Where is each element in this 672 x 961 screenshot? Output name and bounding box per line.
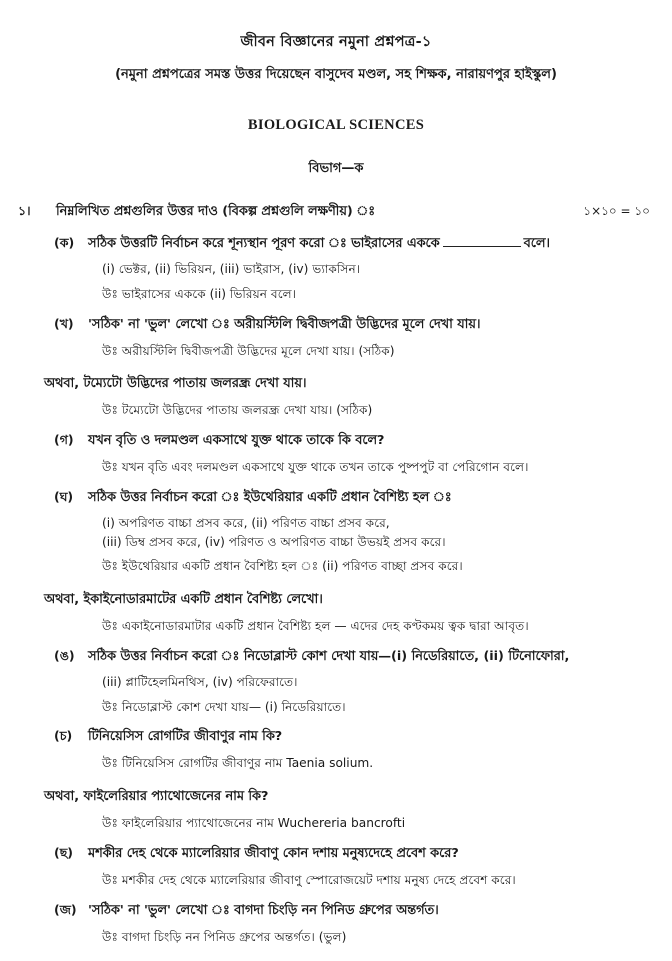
question-answer: উঃ যখন বৃতি এবং দলমণ্ডল একসাথে যুক্ত থাকে তখন তাকে পুষ্পপুট বা পেরিগোন বলে।	[102, 459, 529, 474]
document-subtitle: (নমুনা প্রশ্নপত্রের সমস্ত উত্তর দিয়েছেন বাসুদেব মণ্ডল, সহ শিক্ষক, নারায়ণপুর হাইস্কুল)	[115, 67, 557, 83]
question-text-pre: 'সঠিক' না 'ভুল' লেখো ঃ বাগদা চিংড়ি নন পিনিড গ্রুপের অন্তর্গত।	[88, 902, 439, 918]
fill-in-blank	[443, 235, 521, 247]
question-options	[0, 673, 672, 692]
question-item	[0, 648, 672, 717]
question-marks: ১×১০ = ১০	[583, 204, 650, 219]
question-text-pre: টিনিয়েসিস রোগটির জীবাণুর নাম কি?	[88, 729, 283, 745]
option-line: (iii) প্লাটিহেলমিনথিস, (iv) পরিফেরাতে।	[102, 674, 298, 689]
question-text-pre: 'সঠিক' না 'ভুল' লেখো ঃ অরীয়স্টিলি দ্বিবীজপত্রী উদ্ভিদের মূলে দেখা যায়।	[88, 316, 481, 332]
question-label: (ছ)	[54, 844, 74, 860]
option-line: (iii) ডিম্ব প্রসব করে, (iv) পরিণত ও অপরিণত বাচ্চা উভয়ই প্রসব করে।	[102, 534, 446, 549]
question-text	[88, 489, 648, 506]
question-label: (চ)	[54, 728, 73, 744]
option-line: (i) ভেক্টর, (ii) ভিরিয়ন, (iii) ভাইরাস, (iv) ভ্যাকসিন।	[102, 262, 361, 277]
question-row	[0, 432, 672, 452]
question-answer: উঃ টিনিয়েসিস রোগটির জীবাণুর নাম Taenia solium.	[102, 756, 374, 771]
question-block-header	[0, 202, 672, 223]
subject-title: BIOLOGICAL SCIENCES	[247, 117, 425, 134]
question-label: (ঙ)	[54, 647, 75, 663]
question-answer: উঃ বাগদা চিংড়ি নন পিনিড গ্রুপের অন্তর্গত। (ভুল)	[102, 929, 347, 944]
question-row	[0, 845, 672, 865]
question-item	[0, 235, 672, 304]
question-label: (জ)	[54, 901, 77, 917]
question-answer: উঃ ইউথেরিয়ার একটি প্রধান বৈশিষ্ট্য হল ঃ (ii) পরিণত বাচ্ছা প্রসব করে।	[102, 559, 463, 574]
alternative-answer: উঃ ফাইলেরিয়ার প্যাথোজেনের নাম Wuchereria bancrofti	[102, 816, 406, 831]
question-item	[0, 432, 672, 477]
alternative-question: অথবা, ইকাইনোডারমাটের একটি প্রধান বৈশিষ্ট্য লেখো।	[44, 592, 323, 608]
question-answer: উঃ নিডোব্লাস্ট কোশ দেখা যায়— (i) নিডেরিয়াতে।	[102, 699, 346, 714]
question-answer: উঃ ভাইরাসের এককে (ii) ভিরিয়ন বলে।	[102, 286, 297, 301]
question-text	[88, 316, 648, 333]
question-text	[88, 648, 648, 665]
alternative-question: অথবা, টম্যেটো উদ্ভিদের পাতায় জলরন্ধ্র দেখা যায়।	[44, 376, 307, 392]
question-text-pre: মশকীর দেহ থেকে ম্যালেরিয়ার জীবাণু কোন দশায় মনুষ্যদেহে প্রবেশ করে?	[88, 845, 459, 861]
question-row	[0, 728, 672, 748]
question-text-pre: সঠিক উত্তর নির্বাচন করো ঃ ইউথেরিয়ার একটি প্রধান বৈশিষ্ট্য হল ঃ	[88, 489, 452, 505]
question-label: (খ)	[54, 315, 74, 331]
question-instruction: নিম্নলিখিত প্রশ্নগুলির উত্তর দাও (বিকল্প প্রশ্নগুলি লক্ষণীয়) ঃ	[56, 204, 376, 220]
question-text-pre: সঠিক উত্তর নির্বাচন করো ঃ নিডোব্লাস্ট কোশ দেখা যায়—(i) নিডেরিয়াতে, (ii) টিনোফোরা,	[88, 648, 570, 664]
question-answer: উঃ অরীয়স্টিলি দ্বিবীজপত্রী উদ্ভিদের মূলে দেখা যায়। (সঠিক)	[102, 343, 395, 358]
question-row	[0, 489, 672, 509]
question-number: ১।	[18, 203, 31, 219]
question-text-post: বলে।	[523, 236, 551, 252]
question-item	[0, 728, 672, 832]
question-answer: উঃ মশকীর দেহ থেকে ম্যালেরিয়ার জীবাণু স্পোরোজয়েট দশায় মনুষ্য দেহে প্রবেশ করে।	[102, 872, 516, 887]
question-row	[0, 902, 672, 922]
question-options	[0, 514, 672, 552]
option-line: (i) অপরিণত বাচ্চা প্রসব করে, (ii) পরিণত বাচ্চা প্রসব করে,	[102, 515, 390, 530]
question-row	[0, 648, 672, 668]
question-row	[0, 235, 672, 255]
question-text-pre: সঠিক উত্তরটি নির্বাচন করে শূন্যস্থান পূরণ করো ঃ ভাইরাসের এককে	[88, 236, 440, 252]
question-text	[88, 845, 648, 862]
question-text	[88, 235, 648, 252]
question-text	[88, 728, 648, 745]
alternative-answer: উঃ একাইনোডারমাটার একটি প্রধান বৈশিষ্ট্য হল — এদের দেহ কণ্টকময় ত্বক দ্বারা আবৃত।	[102, 619, 529, 634]
question-text-pre: যখন বৃতি ও দলমণ্ডল একসাথে যুক্ত থাকে তাকে কি বলে?	[88, 432, 385, 448]
alternative-question: অথবা, ফাইলেরিয়ার প্যাথোজেনের নাম কি?	[44, 789, 269, 805]
question-text	[88, 902, 648, 919]
question-text	[88, 432, 648, 449]
question-list	[0, 235, 672, 946]
question-item	[0, 316, 672, 420]
question-options	[0, 260, 672, 279]
question-item	[0, 845, 672, 890]
question-label: (গ)	[54, 431, 74, 447]
question-item	[0, 902, 672, 947]
question-label: (ঘ)	[54, 488, 74, 504]
question-item	[0, 489, 672, 636]
question-label: (ক)	[54, 235, 75, 251]
alternative-answer: উঃ টম্যেটো উদ্ভিদের পাতায় জলরন্ধ্র দেখা যায়। (সঠিক)	[102, 403, 373, 418]
question-row	[0, 316, 672, 336]
section-heading: বিভাগ—ক	[308, 161, 364, 177]
page-title: জীবন বিজ্ঞানের নমুনা প্রশ্নপত্র-১	[240, 34, 432, 50]
